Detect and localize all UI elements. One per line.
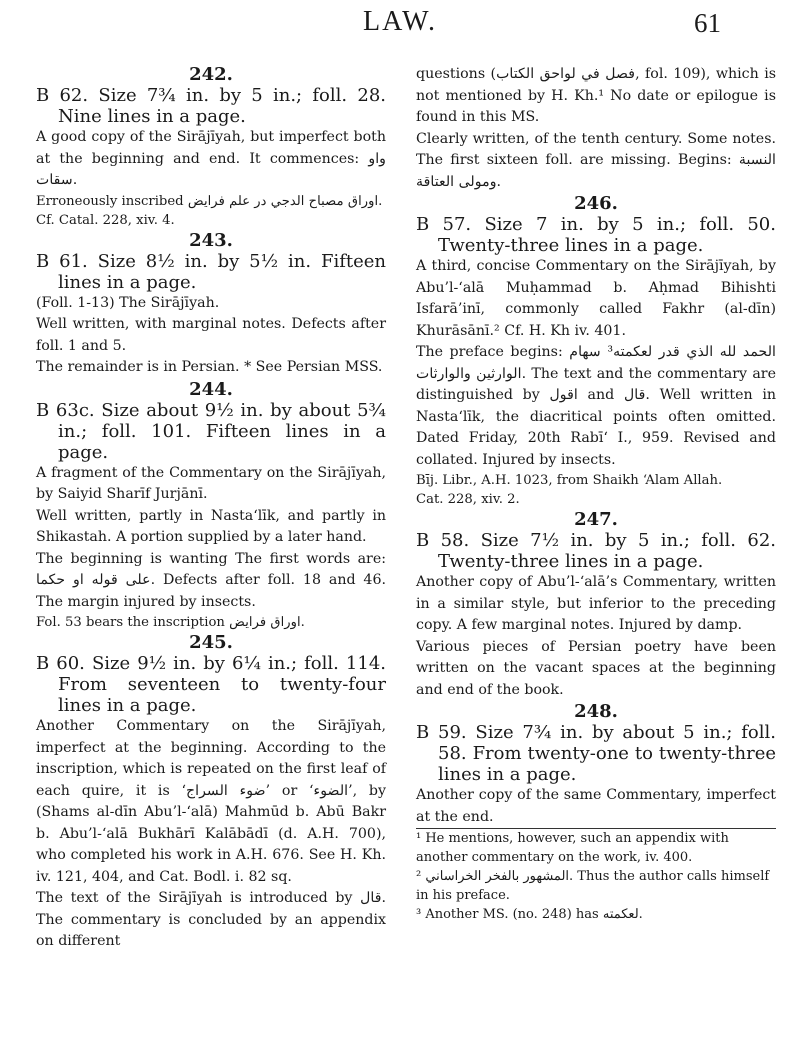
entry-heading: B 62. Size 7¾ in. by 5 in.; foll. 28. Nine lines in a page. <box>36 85 386 127</box>
left-column <box>36 64 386 953</box>
right-column <box>416 64 776 924</box>
entry-number: 244. <box>189 378 233 400</box>
description: A third, concise Commentary on the Sirājīyah, by Abu’l-‘alā Muḥammad b. Aḥmad Bihishti Isfarā’inī, commonly called Fakhr (al-dīn) Khurāsānī.² Cf. H. Kh iv. 401. <box>416 258 776 339</box>
contents-note: (Foll. 1-13) The Sirājīyah. <box>36 294 220 311</box>
continuation-text: questions (فصل في لواحق الكتاب, fol. 109), which is not mentioned by H. Kh.¹ No date or epilogue is found in this MS. <box>416 66 777 125</box>
entry-243 <box>36 230 386 379</box>
poetry-note: Various pieces of Persian poetry have been written on the vacant spaces at the beginning and end of the book. <box>416 638 776 698</box>
description: Another copy of the same Commentary, imperfect at the end. <box>416 787 776 825</box>
description: A good copy of the Sirājīyah, but imperfect both at the beginning and end. It commences: واو سقات. <box>36 129 386 188</box>
catalogue-reference: Cf. Catal. 228, xiv. 4. <box>36 212 175 228</box>
footnote-3: ³ Another MS. (no. 248) has لعكمته. <box>416 907 643 922</box>
entry-242 <box>36 64 386 230</box>
cross-reference: The remainder is in Persian. * See Persian MSS. <box>36 359 383 375</box>
entry-248 <box>416 701 776 828</box>
entry-245 <box>36 632 386 953</box>
entry-heading: B 58. Size 7½ in. by 5 in.; foll. 62. Twenty-three lines in a page. <box>416 530 776 572</box>
entry-number: 247. <box>574 509 618 530</box>
entry-247 <box>416 509 776 701</box>
description: Clearly written, of the tenth century. Some notes. The first sixteen foll. are missing. Begins: النسبة ومولى العتاقة. <box>416 130 776 190</box>
description: Another copy of Abu’l-‘alā’s Commentary, written in a similar style, but inferior to the preceding copy. A few marginal notes. Injured by damp. <box>416 574 776 633</box>
entry-heading: B 60. Size 9½ in. by 6¼ in.; foll. 114. From seventeen to twenty-four lines in a page. <box>36 653 386 716</box>
running-title: LAW. <box>363 6 437 37</box>
catalogue-reference: Cat. 228, xiv. 2. <box>416 492 520 507</box>
entry-number: 242. <box>189 64 233 85</box>
entry-number: 246. <box>574 193 618 214</box>
page-number: 61 <box>694 8 721 38</box>
footnote-1: ¹ He mentions, however, such an appendix with another commentary on the work, iv. 400. <box>416 831 729 865</box>
entry-244 <box>36 379 386 633</box>
inscription-note: Fol. 53 bears the inscription اوراق فرایض. <box>36 615 305 630</box>
description: Well written, with marginal notes. Defects after foll. 1 and 5. <box>36 316 386 354</box>
preface-note: The preface begins: الحمد لله الذي قدر لعكمته³ سهام الوارثين والوارثات. The text and the commentary are distinguished by اقول and قال. Well written in Nasta‘līk, the diacritical points often omitted. Dated Friday, 20th Rabī‘ I., 959. Revised and collated. Injured by insects. <box>416 344 777 468</box>
entry-245-continued <box>416 64 776 193</box>
entry-246 <box>416 193 776 509</box>
text-note: The text of the Sirājīyah is introduced by قال. The commentary is concluded by an appendix on different <box>36 890 386 949</box>
inscription-note: Erroneously inscribed اوراق مصباح الدجي در علم فرایض. <box>36 193 383 209</box>
description: A fragment of the Commentary on the Sirājīyah, by Saiyid Sharīf Jurjānī. <box>36 464 386 502</box>
footnotes <box>416 829 776 924</box>
entry-number: 243. <box>189 229 233 251</box>
entry-heading: B 61. Size 8½ in. by 5½ in. Fifteen lines in a page. <box>36 250 386 293</box>
description: Another Commentary on the Sirājīyah, imperfect at the beginning. According to the inscription, which is repeated on the first leaf of each quire, it is ‘ضوء السراج’ or ‘الضوء’, by (Shams al-dīn Abu’l-‘alā) Mahmūd b. Abū Bakr b. Abu’l-‘alā Bukhārī Kalābādī (d. A.H. 700), who completed his work in A.H. 676. See H. Kh. iv. 121, 404, and Cat. Bodl. i. 82 sq. <box>36 718 386 885</box>
entry-heading: B 57. Size 7 in. by 5 in.; foll. 50. Twenty-three lines in a page. <box>416 214 776 256</box>
beginning-note: The beginning is wanting The first words are: على قوله او حكما. Defects after foll. 18 and 46. The margin injured by insects. <box>36 550 386 610</box>
entry-number: 248. <box>574 701 618 722</box>
entry-heading: B 63c. Size about 9½ in. by about 5¾ in.; foll. 101. Fifteen lines in a page. <box>36 399 386 463</box>
entry-heading: B 59. Size 7¾ in. by about 5 in.; foll. 58. From twenty-one to twenty-three lines in a page. <box>416 722 776 785</box>
provenance-note: Bīj. Libr., A.H. 1023, from Shaikh ‘Alam Allah. <box>416 473 723 488</box>
script-note: Well written, partly in Nasta‘līk, and partly in Shikastah. A portion supplied by a later hand. <box>36 507 386 545</box>
footnote-2: ² المشهور بالفخر الخراساني. Thus the author calls himself in his preface. <box>416 869 770 903</box>
entry-number: 245. <box>189 632 233 653</box>
